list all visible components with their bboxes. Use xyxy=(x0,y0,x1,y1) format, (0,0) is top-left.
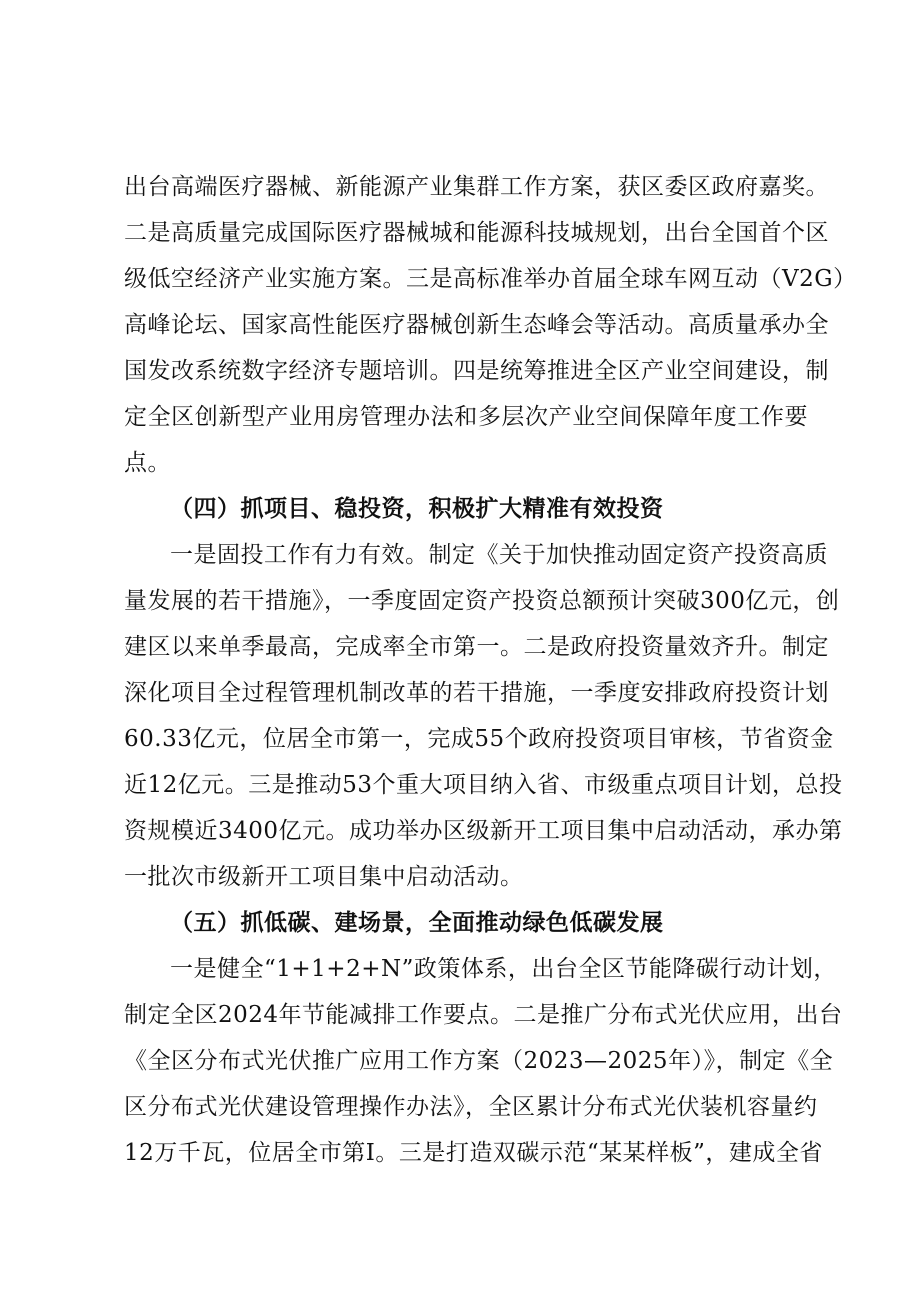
paragraph-line: 资规模近3400亿元。成功举办区级新开工项目集中启动活动，承办第 xyxy=(124,818,843,844)
section-heading-5: （五）抓低碳、建场景，全面推动绿色低碳发展 xyxy=(170,909,664,936)
paragraph-line: 二是高质量完成国际医疗器械城和能源科技城规划，出台全国首个区 xyxy=(124,220,829,246)
paragraph-line: 建区以来单季最高，完成率全市第一。二是政府投资量效齐升。制定 xyxy=(124,634,829,660)
paragraph-line: 定全区创新型产业用房管理办法和多层次产业空间保障年度工作要 xyxy=(124,404,808,430)
paragraph-line: 一是健全“1+1+2+N”政策体系，出台全区节能降碳行动计划， xyxy=(170,956,837,982)
paragraph-line: 一批次市级新开工项目集中启动活动。 xyxy=(124,864,524,890)
paragraph-line: 近12亿元。三是推动53个重大项目纳入省、市级重点项目计划，总投 xyxy=(124,772,843,798)
paragraph-line: 点。 xyxy=(124,450,171,476)
paragraph-line: 一是固投工作有力有效。制定《关于加快推动固定资产投资高质 xyxy=(170,542,828,568)
paragraph-line: 国发改系统数字经济专题培训。四是统筹推进全区产业空间建设，制 xyxy=(124,358,829,384)
paragraph-line: 12万千瓦，位居全市第I。三是打造双碳示范“某某样板”，建成全省 xyxy=(124,1140,823,1166)
paragraph-line: 《全区分布式光伏推广应用工作方案（2023—2025年）》，制定《全 xyxy=(124,1048,834,1074)
paragraph-line: 60.33亿元，位居全市第一，完成55个政府投资项目审核，节省资金 xyxy=(124,726,834,752)
paragraph-line: 高峰论坛、国家高性能医疗器械创新生态峰会等活动。高质量承办全 xyxy=(124,312,829,338)
paragraph-line: 制定全区2024年节能减排工作要点。二是推广分布式光伏应用，出台 xyxy=(124,1002,843,1028)
paragraph-line: 量发展的若干措施》，一季度固定资产投资总额预计突破300亿元，创 xyxy=(124,588,840,614)
paragraph-line: 深化项目全过程管理机制改革的若干措施，一季度安排政府投资计划 xyxy=(124,680,829,706)
paragraph-line: 出台高端医疗器械、新能源产业集群工作方案，获区委区政府嘉奖。 xyxy=(124,174,829,200)
paragraph-line: 级低空经济产业实施方案。三是高标准举办首届全球车网互动（V2G） xyxy=(124,266,857,292)
paragraph-line: 区分布式光伏建设管理操作办法》，全区累计分布式光伏装机容量约 xyxy=(124,1094,818,1120)
section-heading-4: （四）抓项目、稳投资，积极扩大精准有效投资 xyxy=(170,495,664,522)
